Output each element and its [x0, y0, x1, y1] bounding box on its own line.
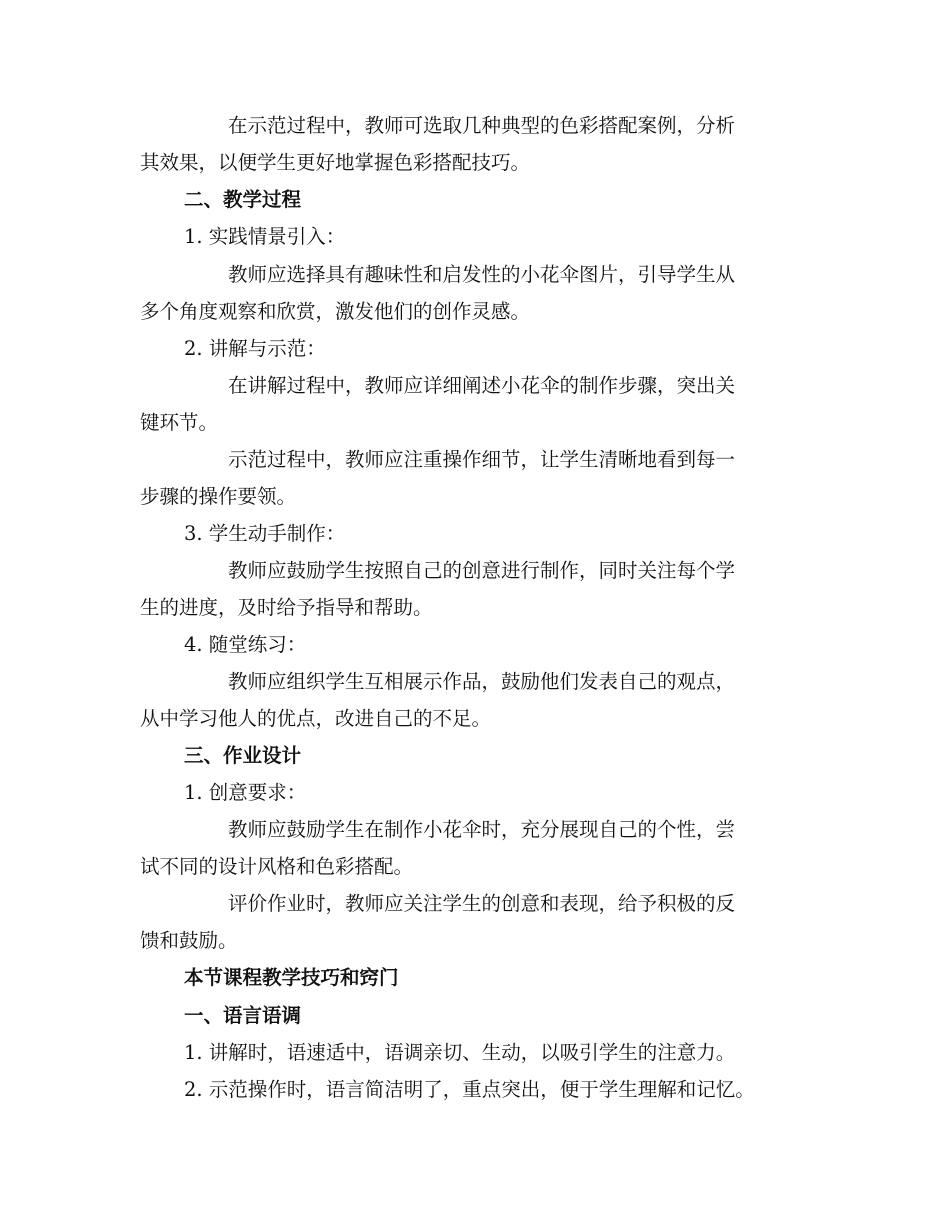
paragraph-line: 步骤的操作要领。 [140, 485, 297, 508]
paragraph-line: 教师应鼓励学生按照自己的创意进行制作，同时关注每个学 [228, 559, 736, 582]
section-heading: 二、教学过程 [184, 188, 302, 211]
section-heading: 三、作业设计 [184, 744, 302, 767]
list-item-heading: 1. 创意要求： [184, 781, 307, 804]
paragraph-line: 教师应鼓励学生在制作小花伞时，充分展现自己的个性，尝 [228, 818, 736, 841]
paragraph-line: 多个角度观察和欣赏，激发他们的创作灵感。 [140, 300, 531, 323]
paragraph-line: 评价作业时，教师应关注学生的创意和表现，给予积极的反 [228, 892, 736, 915]
paragraph-line: 在讲解过程中，教师应详细阐述小花伞的制作步骤，突出关 [228, 374, 736, 397]
paragraph-line: 生的进度，及时给予指导和帮助。 [140, 596, 433, 619]
paragraph-line: 馈和鼓励。 [140, 929, 238, 952]
paragraph-line: 教师应选择具有趣味性和启发性的小花伞图片，引导学生从 [228, 263, 736, 286]
paragraph-line: 教师应组织学生互相展示作品，鼓励他们发表自己的观点， [228, 670, 736, 693]
paragraph-line: 试不同的设计风格和色彩搭配。 [140, 855, 414, 878]
list-item-heading: 2. 讲解与示范： [184, 337, 326, 360]
paragraph-line: 在示范过程中，教师可选取几种典型的色彩搭配案例，分析 [228, 114, 736, 137]
section-heading: 本节课程教学技巧和窍门 [184, 966, 399, 989]
list-item-heading: 4. 随堂练习： [184, 633, 307, 656]
list-item-heading: 1. 实践情景引入： [184, 225, 346, 248]
section-heading: 一、语言语调 [184, 1004, 302, 1027]
paragraph-line: 从中学习他人的优点，改进自己的不足。 [140, 707, 492, 730]
paragraph-line: 键环节。 [140, 411, 219, 434]
list-item: 2. 示范操作时，语言简洁明了，重点突出，便于学生理解和记忆。 [184, 1078, 755, 1101]
paragraph-line: 示范过程中，教师应注重操作细节，让学生清晰地看到每一 [228, 448, 736, 471]
list-item: 1. 讲解时，语速适中，语调亲切、生动，以吸引学生的注意力。 [184, 1041, 736, 1064]
list-item-heading: 3. 学生动手制作： [184, 522, 346, 545]
paragraph-line: 其效果，以便学生更好地掌握色彩搭配技巧。 [140, 151, 531, 174]
